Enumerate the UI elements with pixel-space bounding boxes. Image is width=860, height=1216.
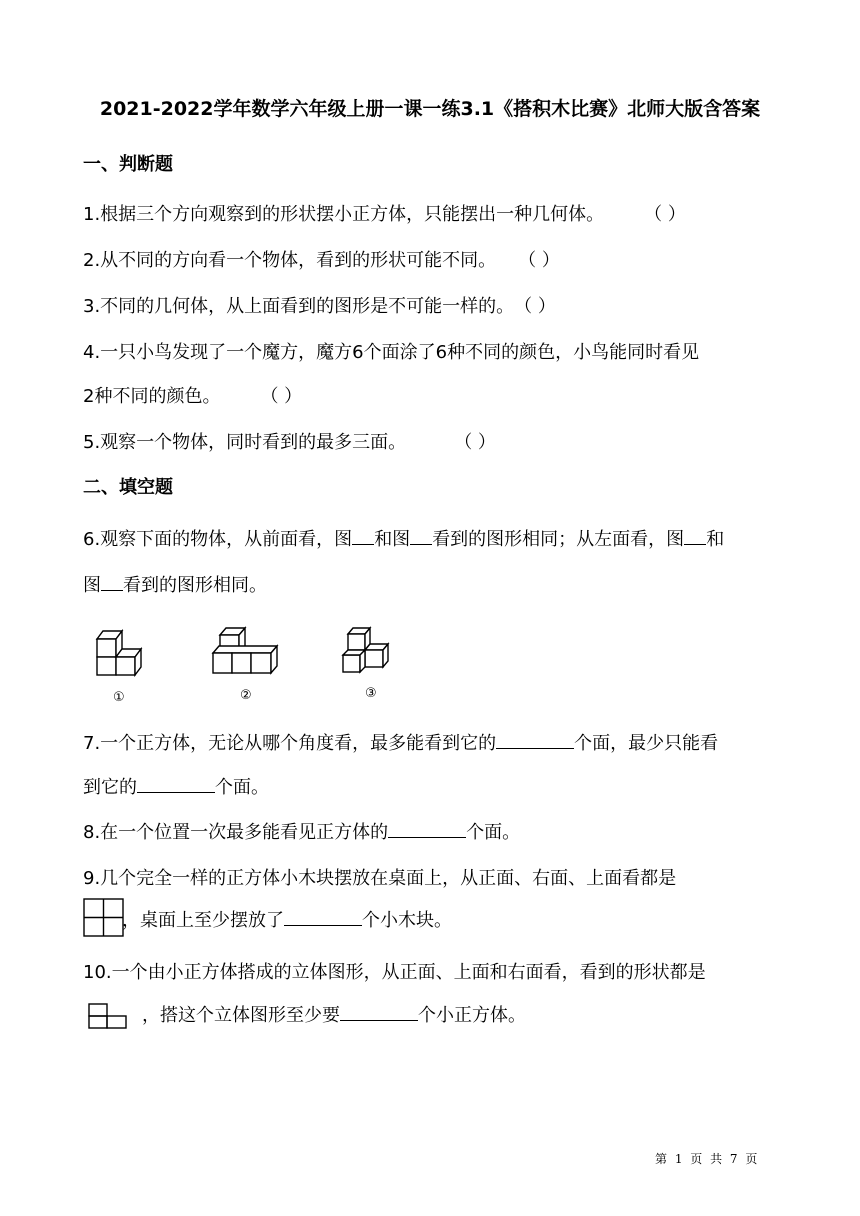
question-8: 8.在一个位置一次最多能看见正方体的 个面。: [83, 818, 520, 844]
answer-blank[interactable]: [352, 525, 374, 545]
section-judge: 一、判断题: [83, 154, 173, 175]
figure-1-cubes: [95, 627, 155, 682]
figure-3-cubes: [340, 626, 400, 681]
grid-2x2-view-icon: [83, 898, 125, 938]
answer-blank[interactable]: [137, 773, 215, 793]
question-1: 1.根据三个方向观察到的形状摆小正方体，只能摆出一种几何体。 （ ）: [83, 200, 686, 226]
question-6-line-1: 6.观察下面的物体，从前面看，图 和图 看到的图形相同；从左面看，图 和: [83, 525, 724, 551]
question-9-line-1: 9.几个完全一样的正方体小木块摆放在桌面上，从正面、右面、上面看都是: [83, 868, 677, 889]
figure-3-label: ③: [365, 686, 377, 701]
answer-paren[interactable]: （ ）: [644, 204, 686, 225]
page-title: 2021-2022学年数学六年级上册一课一练3.1《搭积木比赛》北师大版含答案: [99, 98, 761, 120]
answer-paren[interactable]: （ ）: [454, 432, 496, 453]
answer-blank[interactable]: [388, 818, 466, 838]
figure-2-label: ②: [240, 688, 252, 703]
question-6-line-2: 图 看到的图形相同。: [83, 571, 267, 597]
question-9-line-2: ，桌面上至少摆放了 个小木块。: [122, 906, 452, 932]
answer-paren[interactable]: （ ）: [514, 296, 556, 317]
answer-blank[interactable]: [684, 525, 706, 545]
question-7-line-1: 7.一个正方体，无论从哪个角度看，最多能看到它的 个面，最少只能看: [83, 729, 718, 755]
answer-paren[interactable]: （ ）: [260, 386, 303, 407]
question-5: 5.观察一个物体，同时看到的最多三面。 （ ）: [83, 428, 496, 454]
answer-blank[interactable]: [284, 906, 362, 926]
question-7-line-2: 到它的 个面。: [83, 773, 269, 799]
answer-blank[interactable]: [496, 729, 574, 749]
section-fill: 二、填空题: [83, 477, 173, 498]
page-footer: 第 1 页 共 7 页: [655, 1152, 758, 1166]
l-shape-view-icon: [88, 1003, 130, 1029]
answer-paren[interactable]: （ ）: [518, 250, 560, 271]
question-4-line-2: 2种不同的颜色。 （ ）: [83, 382, 302, 408]
answer-blank[interactable]: [340, 1001, 418, 1021]
figure-2-cubes: [210, 625, 290, 680]
answer-blank[interactable]: [101, 571, 123, 591]
figure-1-label: ①: [113, 690, 125, 705]
question-2: 2.从不同的方向看一个物体，看到的形状可能不同。 （ ）: [83, 246, 560, 272]
question-10-line-2: ，搭这个立体图形至少要 个小正方体。: [142, 1001, 526, 1027]
question-4-line-1: 4.一只小鸟发现了一个魔方，魔方6个面涂了6种不同的颜色，小鸟能同时看见: [83, 342, 700, 363]
question-10-line-1: 10.一个由小正方体搭成的立体图形，从正面、上面和右面看，看到的形状都是: [83, 962, 706, 983]
answer-blank[interactable]: [410, 525, 432, 545]
question-3: 3.不同的几何体，从上面看到的图形是不可能一样的。（ ）: [83, 292, 556, 318]
